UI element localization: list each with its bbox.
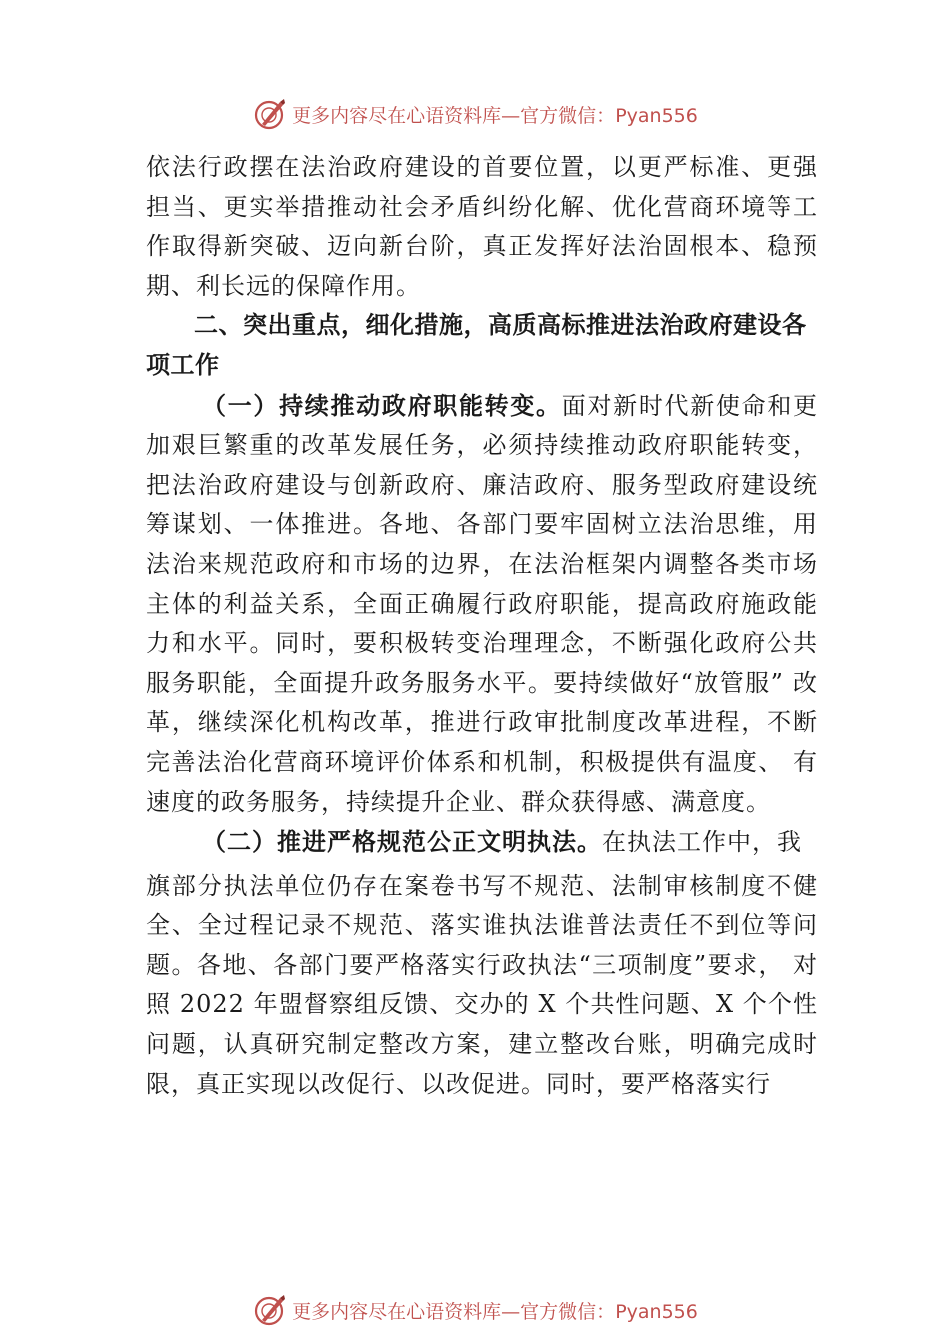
paragraph-section-1 xyxy=(146,386,818,823)
watermark-wechat-label: 官方微信： xyxy=(520,1300,616,1323)
watermark-wechat-label: 官方微信： xyxy=(520,104,616,127)
pen-logo-icon xyxy=(252,96,288,132)
section-2-text-line1: 在执法工作中，我 xyxy=(602,828,802,857)
paragraph-section-2-rest: 旗部分执法单位仍存在案卷书写不规范、法制审核制度不健全、全过程记录不规范、落实谁执法谁普法责任不到位等问题。各地、各部门要严格落实行政执法“三项制度”要求， 对照 2022 年盟督察组反馈、交办的 X 个共性问题、X 个个性问题，认真研究制定整改方案，建立整改台账，明确完成时限，真正实现以改促行、以改促进。同时，要严格落实行 xyxy=(146,871,818,1098)
pen-logo-icon xyxy=(252,1292,288,1328)
watermark-wechat-id: Pyan556 xyxy=(615,1300,698,1323)
section-1-lead: （一）持续推动政府职能转变。 xyxy=(202,390,562,420)
section-2-lead: （二）推进严格规范公正文明执法。 xyxy=(202,827,602,857)
watermark-brand: 更多内容尽在心语资料库 xyxy=(292,104,502,127)
section-1-text: 面对新时代新使命和更加艰巨繁重的改革发展任务，必须持续推动政府职能转变， 把法治政府建设与创新政府、廉洁政府、服务型政府建设统筹谋划、一体推进。各地、各部门要牢固树立法治思维，用法治来规范政府和市场的边界，在法治框架内调整各类市场主体的利益关系，全面正确履行政府职能，提高政府施政能力和水平。同时，要积极转变治理理念，不断强化政府公共服务职能，全面提升政务服务水平。要持续做好“放管服” 改革，继续深化机构改革，推进行政审批制度改革进程，不断完善法治化营商环境评价体系和机制，积极提供有温度、 有速度的政务服务，持续提升企业、群众获得感、满意度。 xyxy=(146,391,819,816)
watermark-banner-top xyxy=(0,94,950,134)
watermark-separator: — xyxy=(501,1300,521,1323)
watermark-brand: 更多内容尽在心语资料库 xyxy=(292,1300,502,1323)
section-heading-2: 二、突出重点，细化措施，高质高标推进法治政府建设各项工作 xyxy=(146,311,807,379)
document-body xyxy=(146,148,818,1104)
watermark-text xyxy=(292,1297,698,1324)
watermark-text xyxy=(292,101,698,128)
paragraph-1: 依法行政摆在法治政府建设的首要位置，以更严标准、更强担当、更实举措推动社会矛盾纠纷化解、优化营商环境等工作取得新突破、迈向新台阶，真正发挥好法治固根本、稳预期、利长远的保障作用。 xyxy=(146,153,818,300)
watermark-separator: — xyxy=(501,104,521,127)
paragraph-section-2-line1 xyxy=(146,822,818,863)
watermark-wechat-id: Pyan556 xyxy=(615,104,698,127)
watermark-banner-bottom xyxy=(0,1290,950,1330)
